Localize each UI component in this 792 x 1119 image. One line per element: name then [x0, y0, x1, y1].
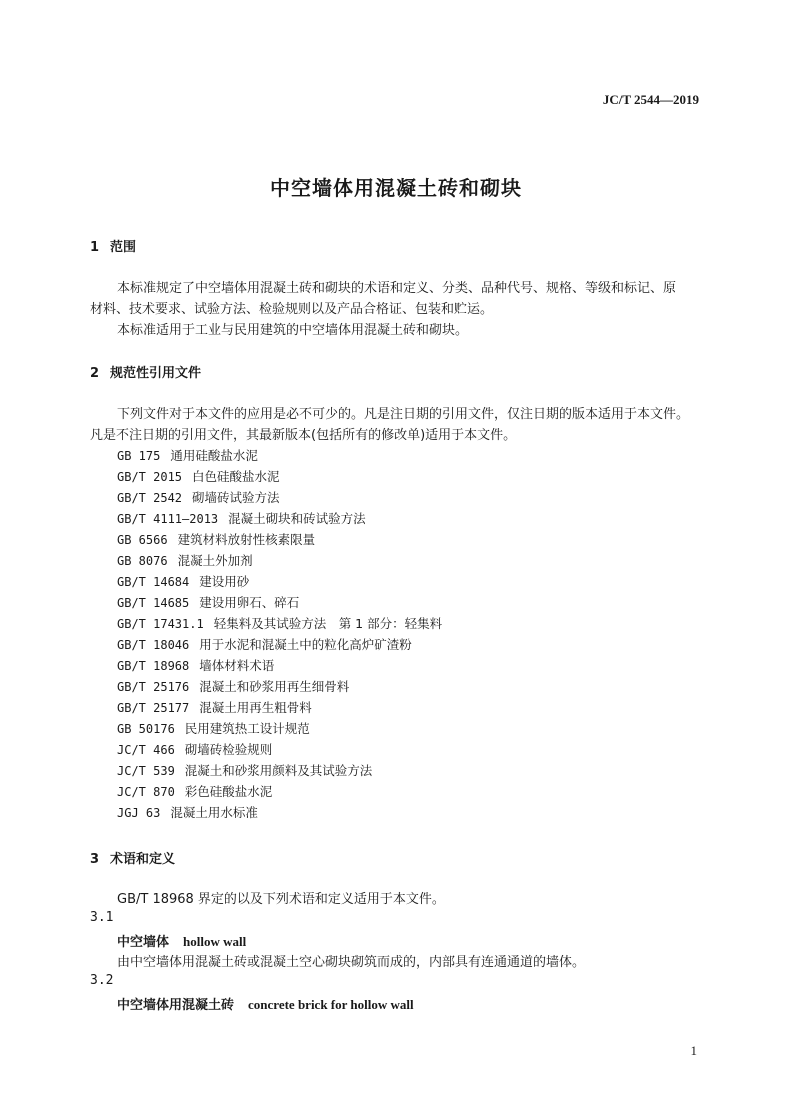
reference-title: 砌墙砖试验方法 [192, 490, 280, 505]
reference-title: 混凝土用再生粗骨料 [199, 700, 312, 715]
reference-title: 砌墙砖检验规则 [184, 742, 273, 757]
reference-code: GB/T 25177 [117, 701, 190, 715]
reference-code: GB/T 25176 [117, 680, 190, 694]
reference-title: 民用建筑热工设计规范 [184, 721, 310, 736]
reference-title: 彩色硅酸盐水泥 [184, 784, 273, 799]
reference-item [117, 551, 253, 569]
reference-title: 建设用卵石、碎石 [199, 595, 300, 610]
reference-code: JGJ 63 [117, 806, 161, 820]
reference-code: GB 6566 [117, 533, 168, 547]
reference-code: GB 175 [117, 449, 161, 463]
reference-item [117, 509, 366, 527]
paragraph-line: 凡是不注日期的引用文件，其最新版本(包括所有的修改单)适用于本文件。 [90, 428, 517, 443]
paragraph-line: 材料、技术要求、试验方法、检验规则以及产品合格证、包装和贮运。 [90, 302, 494, 317]
reference-code: GB 8076 [117, 554, 168, 568]
reference-title: 混凝土用水标准 [170, 805, 258, 820]
reference-code: GB/T 18968 [117, 659, 190, 673]
section-2-heading [90, 362, 201, 381]
paragraph-line: 本标准规定了中空墙体用混凝土砖和砌块的术语和定义、分类、品种代号、规格、等级和标记、原 [117, 281, 677, 296]
section-1-heading [90, 236, 136, 255]
reference-item [117, 446, 258, 464]
paragraph-line: GB/T 18968 界定的以及下列术语和定义适用于本文件。 [117, 892, 445, 907]
section-3-heading [90, 848, 175, 867]
section-title: 范围 [110, 240, 137, 255]
reference-item [117, 698, 312, 716]
reference-title: 建设用砂 [199, 574, 250, 589]
reference-title: 建筑材料放射性核素限量 [177, 532, 316, 547]
reference-item [117, 635, 412, 653]
paragraph-line: 下列文件对于本文件的应用是必不可少的。凡是注日期的引用文件，仅注日期的版本适用于本文件。 [117, 407, 690, 422]
section-title: 术语和定义 [110, 852, 176, 867]
reference-title: 通用硅酸盐水泥 [170, 448, 258, 463]
reference-item [117, 614, 442, 632]
reference-item [117, 593, 299, 611]
reference-item [117, 656, 274, 674]
reference-title: 混凝土和砂浆用颜料及其试验方法 [184, 763, 373, 778]
reference-item [117, 761, 372, 779]
subclause-number: 3.1 [90, 910, 114, 925]
term-chinese: 中空墙体用混凝土砖 [117, 998, 235, 1013]
section-title: 规范性引用文件 [110, 366, 202, 381]
term-english: concrete brick for hollow wall [248, 997, 414, 1012]
reference-code: GB 50176 [117, 722, 175, 736]
reference-item [117, 803, 258, 821]
reference-code: GB/T 2015 [117, 470, 183, 484]
reference-code: GB/T 17431.1 [117, 617, 204, 631]
reference-title: 混凝土和砂浆用再生细骨料 [199, 679, 350, 694]
reference-item [117, 488, 280, 506]
reference-item [117, 740, 272, 758]
term-entry [117, 931, 246, 950]
reference-item [117, 467, 280, 485]
reference-title: 用于水泥和混凝土中的粒化高炉矿渣粉 [199, 637, 412, 652]
term-chinese: 中空墙体 [117, 935, 170, 950]
reference-title: 混凝土外加剂 [177, 553, 253, 568]
reference-code: JC/T 870 [117, 785, 175, 799]
paragraph-line: 本标准适用于工业与民用建筑的中空墙体用混凝土砖和砌块。 [117, 323, 469, 338]
reference-code: GB/T 14685 [117, 596, 190, 610]
section-number: 3 [90, 852, 100, 867]
reference-title: 混凝土砌块和砖试验方法 [228, 511, 366, 526]
reference-code: GB/T 14684 [117, 575, 190, 589]
reference-title: 白色硅酸盐水泥 [192, 469, 280, 484]
reference-title: 轻集料及其试验方法 第 1 部分：轻集料 [213, 616, 443, 631]
reference-item [117, 677, 349, 695]
standard-code: JC/T 2544—2019 [602, 92, 699, 107]
section-number: 1 [90, 240, 100, 255]
reference-item [117, 530, 315, 548]
document-title: 中空墙体用混凝土砖和砌块 [270, 176, 522, 200]
term-definition: 由中空墙体用混凝土砖或混凝土空心砌块砌筑而成的，内部具有连通通道的墙体。 [117, 955, 586, 970]
page-number: 1 [690, 1043, 697, 1058]
reference-code: GB/T 4111—2013 [117, 512, 219, 526]
subclause-number: 3.2 [90, 973, 114, 988]
reference-code: GB/T 18046 [117, 638, 190, 652]
term-entry [117, 994, 414, 1013]
reference-item [117, 572, 249, 590]
term-english: hollow wall [183, 934, 247, 949]
section-number: 2 [90, 366, 100, 381]
reference-item [117, 782, 272, 800]
reference-code: JC/T 466 [117, 743, 175, 757]
reference-title: 墙体材料术语 [199, 658, 275, 673]
reference-code: GB/T 2542 [117, 491, 183, 505]
reference-code: JC/T 539 [117, 764, 175, 778]
reference-item [117, 719, 310, 737]
